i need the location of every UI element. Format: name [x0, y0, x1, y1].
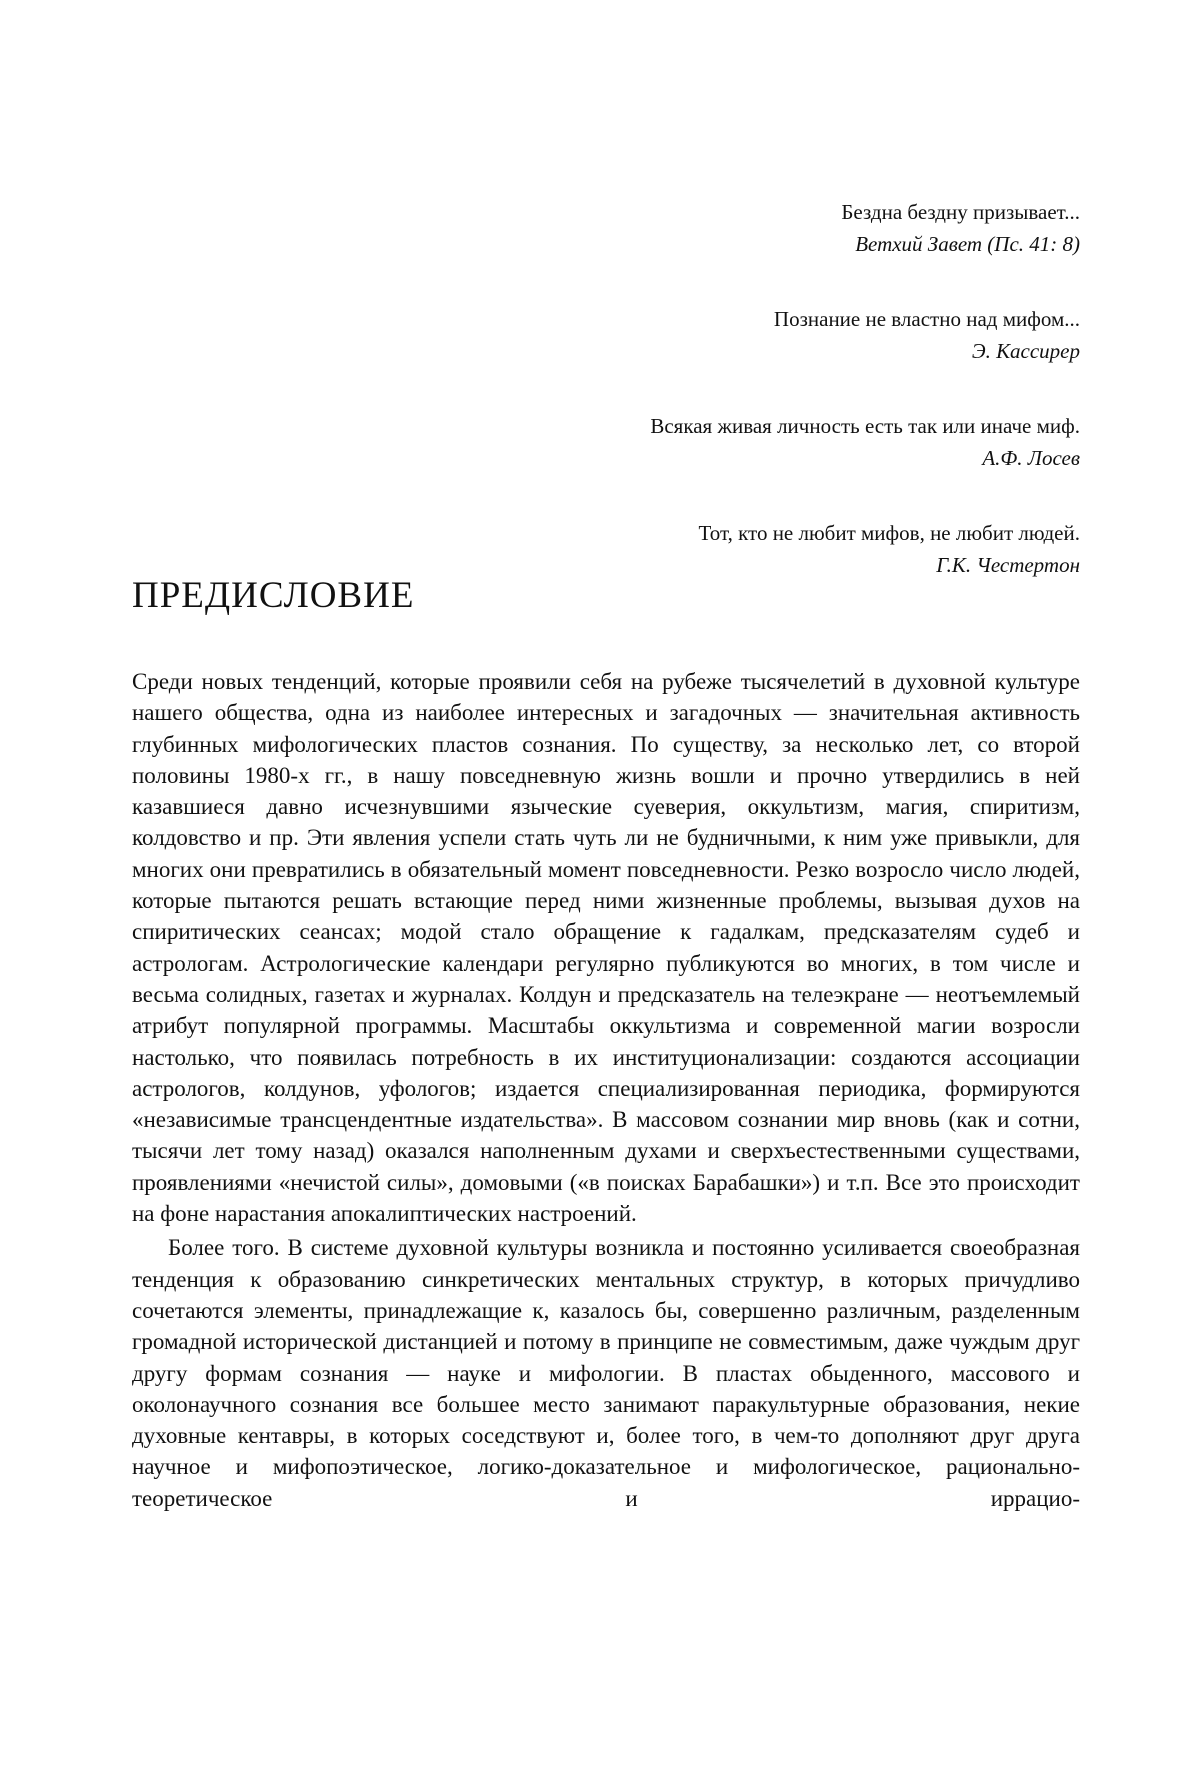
epigraph-source: Э. Кассирер [971, 339, 1080, 363]
epigraph [460, 196, 1080, 260]
epigraph-source: Ветхий Завет (Пс. 41: 8) [855, 232, 1080, 256]
epigraph [460, 410, 1080, 474]
chapter-title: ПРЕДИСЛОВИЕ [132, 575, 415, 616]
epigraphs [460, 196, 1080, 624]
book-page [132, 0, 1080, 1768]
epigraph [460, 303, 1080, 367]
epigraph-text: Бездна бездну призывает... [841, 200, 1080, 224]
paragraph: Среди новых тенденций, которые проявили себя на рубеже тысячелетий в духовной культуре нашего общества, одна из наиболее интересных и загадочных — значительная активность глубинных мифологических пластов сознания. По существу, за несколько лет, со второй половины 1980-х гг., в нашу повседневную жизнь вошли и прочно утвердились в ней казавшиеся давно исчезнувшими языческие суеверия, оккультизм, магия, спиритизм, колдовство и пр. Эти явления успели стать чуть ли не будничными, к ним уже привыкли, для многих они превратились в обязательный момент повседневности. Резко возросло число людей, которые пытаются решать встающие перед ними жизненные проблемы, вызывая духов на спиритических сеансах; модой стало обращение к гадалкам, предсказателям судеб и астрологам. Астрологические календари регулярно публикуются во многих, в том числе и весьма солидных, газетах и журналах. Колдун и предсказатель на телеэкране — неотъемлемый атрибут популярной программы. Масштабы оккультизма и современной магии возросли настолько, что появилась потребность в их институционализации: создаются ассоциации астрологов, колдунов, уфологов; издается специализированная периодика, формируются «независимые трансцендентные издательства». В массовом сознании мир вновь (как и сотни, тысячи лет тому назад) оказался наполненным духами и сверхъестественными существами, проявлениями «нечистой силы», домовыми («в поисках Барабашки») и т.п. Все это происходит на фоне нарастания апокалиптических настроений. [132, 669, 1080, 1227]
paragraph: Более того. В системе духовной культуры возникла и постоянно усиливается своеобразная тенденция к образованию синкретических ментальных структур, в которых причудливо сочетаются элементы, принадлежащие к, казалось бы, совершенно различным, разделенным громадной исторической дистанцией и потому в принципе не совместимым, даже чуждым друг другу формам сознания — науке и мифологии. В пластах обыденного, массового и околонаучного сознания все большее место занимают паракультурные образования, некие духовные кентавры, в которых соседствуют и, более того, в чем-то дополняют друг друга научное и мифопоэтическое, логико-доказательное и мифологическое, рационально-теоретическое и иррацио- [132, 1235, 1080, 1511]
epigraph-text: Всякая живая личность есть так или иначе миф. [650, 414, 1080, 438]
body-text [132, 666, 1080, 1514]
epigraph-text: Тот, кто не любит мифов, не любит людей. [698, 521, 1080, 545]
epigraph [460, 517, 1080, 581]
epigraph-source: А.Ф. Лосев [982, 446, 1080, 470]
epigraph-text: Познание не властно над мифом... [773, 307, 1080, 331]
epigraph-source: Г.К. Честертон [936, 553, 1080, 577]
